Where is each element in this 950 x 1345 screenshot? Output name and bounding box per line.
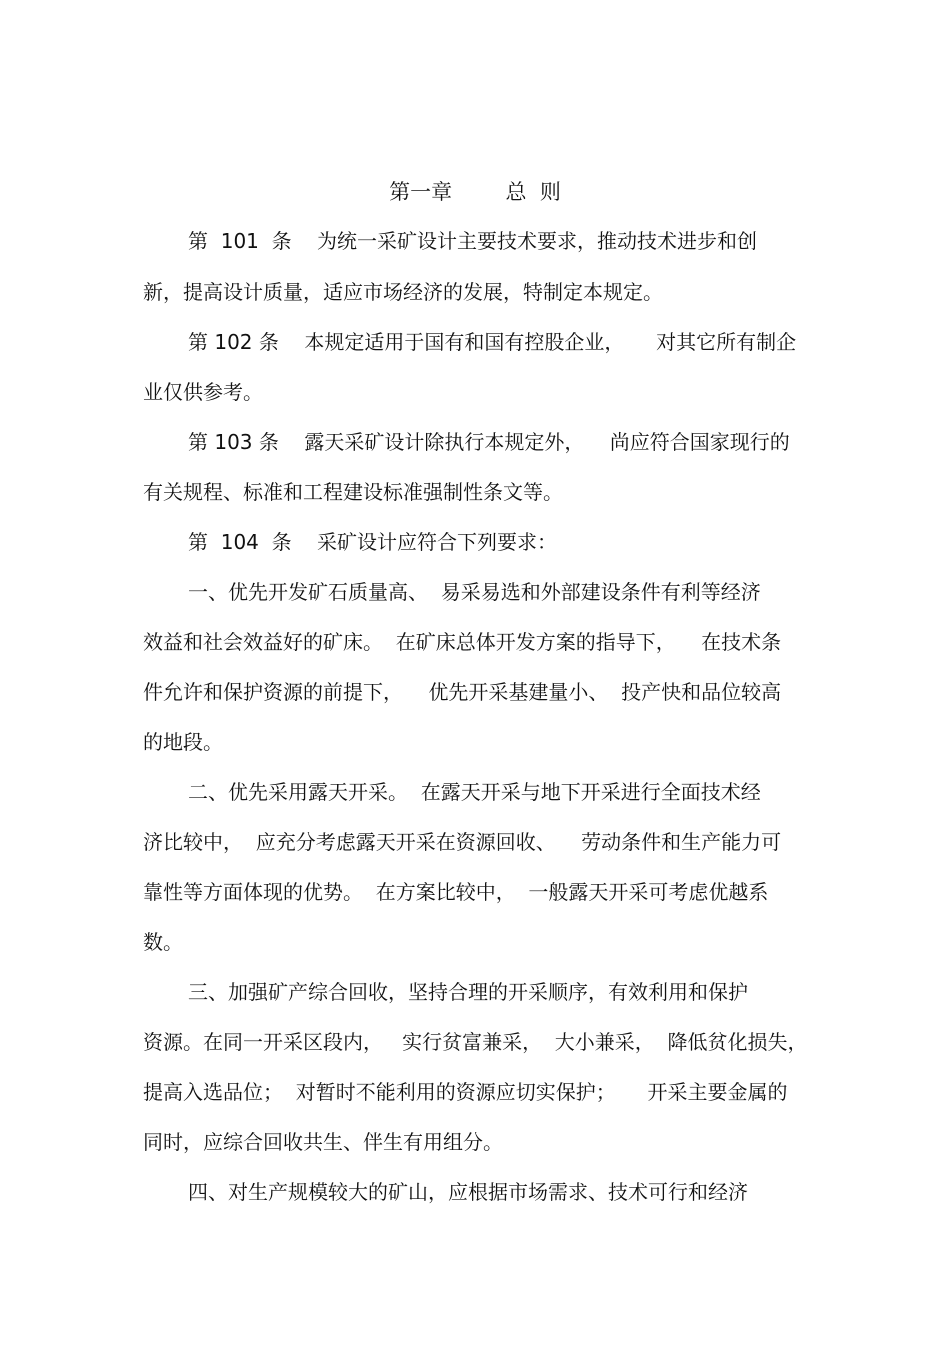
text-line: 第 104 条 采矿设计应符合下列要求：: [188, 530, 558, 554]
text-line: 二、优先采用露天开采。 在露天开采与地下开采进行全面技术经: [188, 780, 761, 804]
text-line: 靠性等方面体现的优势。 在方案比较中， 一般露天开采可考虑优越系: [143, 880, 769, 904]
text-line: 数。: [143, 930, 183, 954]
text-line: 效益和社会效益好的矿床。 在矿床总体开发方案的指导下， 在技术条: [143, 630, 782, 654]
text-line: 第 102 条 本规定适用于国有和国有控股企业， 对其它所有制企: [188, 330, 797, 354]
text-line: 同时，应综合回收共生、伴生有用组分。: [143, 1130, 503, 1154]
text-line: 提高入选品位； 对暂时不能利用的资源应切实保护； 开采主要金属的: [143, 1080, 788, 1104]
text-line: 三、加强矿产综合回收，坚持合理的开采顺序，有效利用和保护: [188, 980, 748, 1004]
text-line: 济比较中， 应充分考虑露天开采在资源回收、 劳动条件和生产能力可: [143, 830, 782, 854]
chapter-title: 第一章 总 则: [389, 180, 561, 204]
text-line: 件允许和保护资源的前提下， 优先开采基建量小、 投产快和品位较高: [143, 680, 782, 704]
text-line: 新，提高设计质量，适应市场经济的发展，特制定本规定。: [143, 280, 663, 304]
text-line: 四、对生产规模较大的矿山，应根据市场需求、技术可行和经济: [188, 1180, 748, 1204]
text-line: 业仅供参考。: [143, 380, 263, 404]
text-line: 有关规程、标准和工程建设标准强制性条文等。: [143, 480, 563, 504]
text-line: 第 101 条 为统一采矿设计主要技术要求，推动技术进步和创: [188, 229, 758, 253]
text-line: 的地段。: [143, 730, 223, 754]
text-line: 一、优先开发矿石质量高、 易采易选和外部建设条件有利等经济: [188, 580, 761, 604]
text-line: 第 103 条 露天采矿设计除执行本规定外， 尚应符合国家现行的: [188, 430, 790, 454]
text-line: 资源。在同一开采区段内， 实行贫富兼采， 大小兼采， 降低贫化损失，: [143, 1030, 808, 1054]
